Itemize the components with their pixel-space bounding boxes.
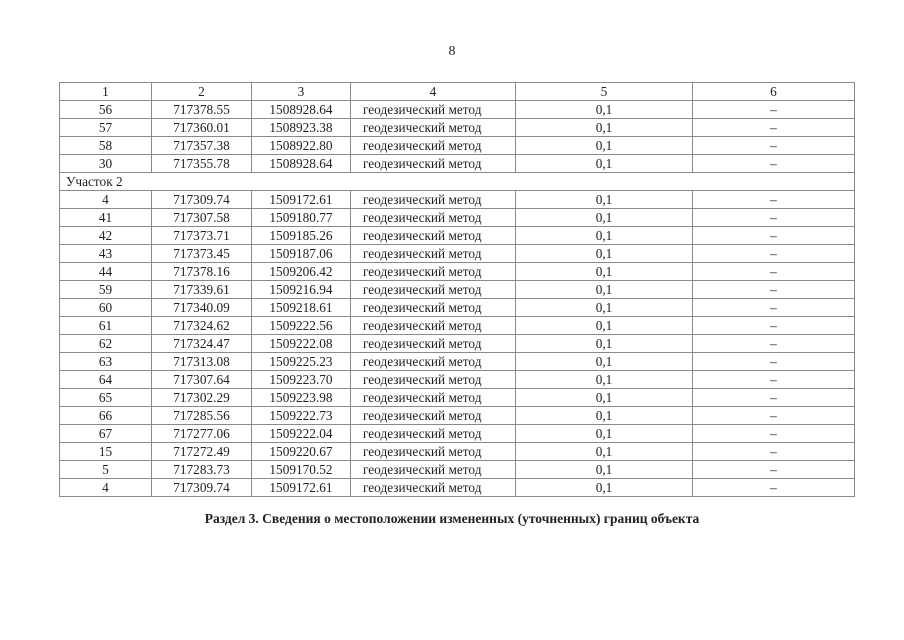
accuracy-cell: 0,1	[516, 335, 693, 353]
table-row	[60, 317, 855, 335]
method-cell: геодезический метод	[351, 119, 516, 137]
method-cell: геодезический метод	[351, 245, 516, 263]
table-body	[60, 83, 855, 497]
x-coordinate-cell: 717302.29	[152, 389, 252, 407]
note-cell: –	[693, 461, 855, 479]
point-number-cell: 4	[60, 479, 152, 497]
y-coordinate-cell: 1509222.56	[252, 317, 351, 335]
y-coordinate-cell: 1509185.26	[252, 227, 351, 245]
x-coordinate-cell: 717313.08	[152, 353, 252, 371]
note-cell: –	[693, 335, 855, 353]
point-number-cell: 65	[60, 389, 152, 407]
x-coordinate-cell: 717378.55	[152, 101, 252, 119]
y-coordinate-cell: 1509170.52	[252, 461, 351, 479]
table-row	[60, 155, 855, 173]
accuracy-cell: 0,1	[516, 119, 693, 137]
x-coordinate-cell: 717373.45	[152, 245, 252, 263]
table-row	[60, 335, 855, 353]
y-coordinate-cell: 1509172.61	[252, 191, 351, 209]
table-row	[60, 389, 855, 407]
section-heading: Раздел 3. Сведения о местоположении измененных (уточненных) границ объекта	[204, 511, 700, 526]
x-coordinate-cell: 717324.62	[152, 317, 252, 335]
accuracy-cell: 0,1	[516, 389, 693, 407]
column-header: 3	[252, 83, 351, 101]
table-row	[60, 191, 855, 209]
table-header-row	[60, 83, 855, 101]
table-row	[60, 263, 855, 281]
table-row	[60, 101, 855, 119]
note-cell: –	[693, 155, 855, 173]
method-cell: геодезический метод	[351, 191, 516, 209]
accuracy-cell: 0,1	[516, 227, 693, 245]
point-number-cell: 4	[60, 191, 152, 209]
x-coordinate-cell: 717324.47	[152, 335, 252, 353]
table-row	[60, 353, 855, 371]
y-coordinate-cell: 1508923.38	[252, 119, 351, 137]
table-row	[60, 371, 855, 389]
method-cell: геодезический метод	[351, 317, 516, 335]
point-number-cell: 44	[60, 263, 152, 281]
accuracy-cell: 0,1	[516, 209, 693, 227]
x-coordinate-cell: 717373.71	[152, 227, 252, 245]
x-coordinate-cell: 717277.06	[152, 425, 252, 443]
table-row	[60, 137, 855, 155]
method-cell: геодезический метод	[351, 335, 516, 353]
note-cell: –	[693, 191, 855, 209]
point-number-cell: 60	[60, 299, 152, 317]
table-row	[60, 479, 855, 497]
point-number-cell: 57	[60, 119, 152, 137]
x-coordinate-cell: 717360.01	[152, 119, 252, 137]
x-coordinate-cell: 717309.74	[152, 479, 252, 497]
method-cell: геодезический метод	[351, 101, 516, 119]
method-cell: геодезический метод	[351, 263, 516, 281]
method-cell: геодезический метод	[351, 461, 516, 479]
table-row	[60, 425, 855, 443]
coordinates-table	[59, 82, 855, 497]
section-label: Участок 2	[60, 173, 855, 191]
accuracy-cell: 0,1	[516, 407, 693, 425]
note-cell: –	[693, 245, 855, 263]
accuracy-cell: 0,1	[516, 317, 693, 335]
note-cell: –	[693, 101, 855, 119]
note-cell: –	[693, 425, 855, 443]
point-number-cell: 58	[60, 137, 152, 155]
section-row	[60, 173, 855, 191]
y-coordinate-cell: 1509223.98	[252, 389, 351, 407]
column-header: 2	[152, 83, 252, 101]
y-coordinate-cell: 1509222.08	[252, 335, 351, 353]
x-coordinate-cell: 717378.16	[152, 263, 252, 281]
x-coordinate-cell: 717307.64	[152, 371, 252, 389]
accuracy-cell: 0,1	[516, 443, 693, 461]
table-row	[60, 119, 855, 137]
point-number-cell: 41	[60, 209, 152, 227]
y-coordinate-cell: 1509218.61	[252, 299, 351, 317]
y-coordinate-cell: 1509187.06	[252, 245, 351, 263]
point-number-cell: 5	[60, 461, 152, 479]
note-cell: –	[693, 317, 855, 335]
column-header: 4	[351, 83, 516, 101]
note-cell: –	[693, 227, 855, 245]
note-cell: –	[693, 407, 855, 425]
column-header: 6	[693, 83, 855, 101]
method-cell: геодезический метод	[351, 155, 516, 173]
method-cell: геодезический метод	[351, 425, 516, 443]
y-coordinate-cell: 1509206.42	[252, 263, 351, 281]
point-number-cell: 64	[60, 371, 152, 389]
accuracy-cell: 0,1	[516, 137, 693, 155]
y-coordinate-cell: 1508928.64	[252, 101, 351, 119]
method-cell: геодезический метод	[351, 353, 516, 371]
y-coordinate-cell: 1509222.73	[252, 407, 351, 425]
note-cell: –	[693, 371, 855, 389]
accuracy-cell: 0,1	[516, 353, 693, 371]
method-cell: геодезический метод	[351, 389, 516, 407]
column-header: 5	[516, 83, 693, 101]
page-number: 8	[448, 44, 456, 59]
note-cell: –	[693, 119, 855, 137]
point-number-cell: 56	[60, 101, 152, 119]
method-cell: геодезический метод	[351, 137, 516, 155]
x-coordinate-cell: 717339.61	[152, 281, 252, 299]
note-cell: –	[693, 281, 855, 299]
table-row	[60, 281, 855, 299]
method-cell: геодезический метод	[351, 227, 516, 245]
method-cell: геодезический метод	[351, 407, 516, 425]
y-coordinate-cell: 1509222.04	[252, 425, 351, 443]
y-coordinate-cell: 1509225.23	[252, 353, 351, 371]
column-header: 1	[60, 83, 152, 101]
accuracy-cell: 0,1	[516, 299, 693, 317]
method-cell: геодезический метод	[351, 299, 516, 317]
x-coordinate-cell: 717307.58	[152, 209, 252, 227]
table-row	[60, 461, 855, 479]
table-row	[60, 407, 855, 425]
point-number-cell: 61	[60, 317, 152, 335]
table-row	[60, 227, 855, 245]
accuracy-cell: 0,1	[516, 281, 693, 299]
point-number-cell: 15	[60, 443, 152, 461]
accuracy-cell: 0,1	[516, 245, 693, 263]
note-cell: –	[693, 443, 855, 461]
y-coordinate-cell: 1508928.64	[252, 155, 351, 173]
table-row	[60, 209, 855, 227]
accuracy-cell: 0,1	[516, 191, 693, 209]
x-coordinate-cell: 717309.74	[152, 191, 252, 209]
y-coordinate-cell: 1509220.67	[252, 443, 351, 461]
note-cell: –	[693, 209, 855, 227]
point-number-cell: 67	[60, 425, 152, 443]
x-coordinate-cell: 717357.38	[152, 137, 252, 155]
table-row	[60, 443, 855, 461]
method-cell: геодезический метод	[351, 209, 516, 227]
accuracy-cell: 0,1	[516, 263, 693, 281]
note-cell: –	[693, 389, 855, 407]
point-number-cell: 43	[60, 245, 152, 263]
x-coordinate-cell: 717272.49	[152, 443, 252, 461]
x-coordinate-cell: 717283.73	[152, 461, 252, 479]
y-coordinate-cell: 1508922.80	[252, 137, 351, 155]
method-cell: геодезический метод	[351, 443, 516, 461]
table-row	[60, 299, 855, 317]
point-number-cell: 62	[60, 335, 152, 353]
y-coordinate-cell: 1509180.77	[252, 209, 351, 227]
x-coordinate-cell: 717355.78	[152, 155, 252, 173]
accuracy-cell: 0,1	[516, 371, 693, 389]
y-coordinate-cell: 1509172.61	[252, 479, 351, 497]
note-cell: –	[693, 263, 855, 281]
point-number-cell: 66	[60, 407, 152, 425]
y-coordinate-cell: 1509223.70	[252, 371, 351, 389]
accuracy-cell: 0,1	[516, 425, 693, 443]
method-cell: геодезический метод	[351, 479, 516, 497]
accuracy-cell: 0,1	[516, 155, 693, 173]
point-number-cell: 30	[60, 155, 152, 173]
x-coordinate-cell: 717340.09	[152, 299, 252, 317]
point-number-cell: 59	[60, 281, 152, 299]
x-coordinate-cell: 717285.56	[152, 407, 252, 425]
accuracy-cell: 0,1	[516, 479, 693, 497]
y-coordinate-cell: 1509216.94	[252, 281, 351, 299]
accuracy-cell: 0,1	[516, 461, 693, 479]
point-number-cell: 63	[60, 353, 152, 371]
table-row	[60, 245, 855, 263]
note-cell: –	[693, 137, 855, 155]
note-cell: –	[693, 299, 855, 317]
accuracy-cell: 0,1	[516, 101, 693, 119]
note-cell: –	[693, 353, 855, 371]
method-cell: геодезический метод	[351, 371, 516, 389]
note-cell: –	[693, 479, 855, 497]
method-cell: геодезический метод	[351, 281, 516, 299]
point-number-cell: 42	[60, 227, 152, 245]
